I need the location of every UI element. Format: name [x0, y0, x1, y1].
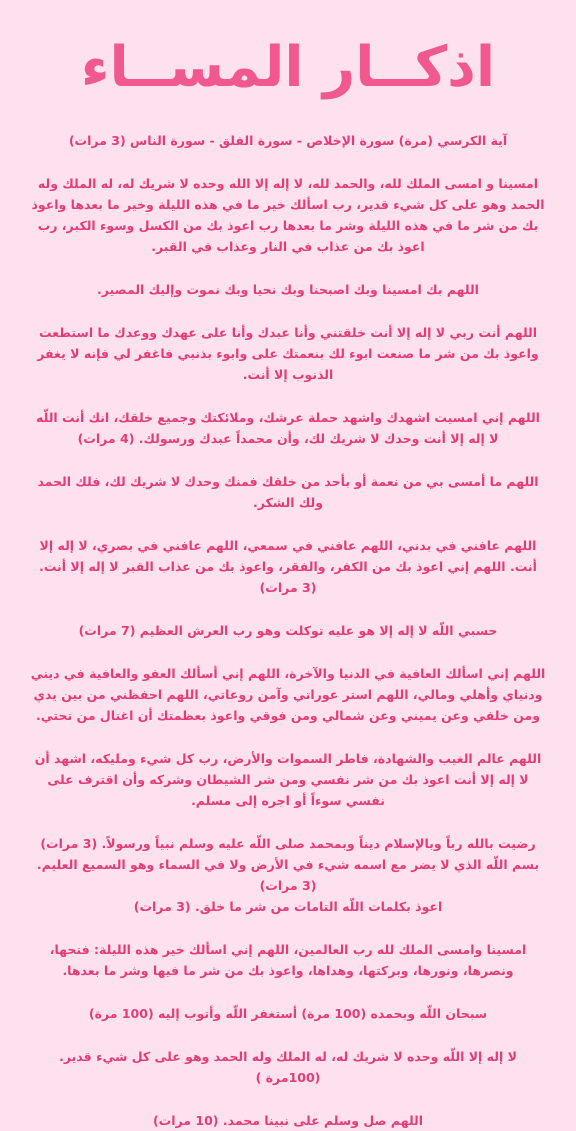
zikr-paragraph-15: اللهم صل وسلم على نبينا محمد. (10 مرات)	[152, 1113, 424, 1128]
zikr-paragraph-2: امسينا و امسى الملك لله، والحمد لله، لا إله إلا الله وحده لا شريك له، له الملك وله الحمد وهو على كل شيء قدير، رب اسألك خير ما في هذه الليلة وخير ما بعدها واعوذ بك من شر ما في هذه الليلة وشر ما بعدها رب اعوذ بك من الكسل وسوء الكبر، رب اعوذ بك من عذاب في النار وعذاب في القبر.	[31, 176, 545, 254]
zikr-paragraph-13: سبحان اللّه وبحمده (100 مرة) أستغفر اللّه وأتوب إليه (100 مرة)	[88, 1006, 488, 1021]
zikr-paragraph-1: آية الكرسي (مرة) سورة الإخلاص - سورة الفلق - سورة الناس (3 مرات)	[68, 133, 508, 148]
azkar-list	[30, 130, 546, 1131]
zikr-paragraph-10: اللهم عالم الغيب والشهادة، فاطر السموات والأرض، رب كل شيء ومليكه، اشهد أن لا إله إلا أنت اعوذ بك من شر نفسي ومن شر الشيطان وشركه وأن اقترف على نفسي سوءاً أو اجره إلى مسلم.	[34, 751, 542, 808]
zikr-paragraph-7: اللهم عافني في بدني، اللهم عافني في سمعي، اللهم عافني في بصري، لا إله إلا أنت. اللهم إني اعوذ بك من الكفر، والفقر، واعوذ بك من عذاب القبر لا إله إلا أنت. (3 مرات)	[39, 538, 537, 595]
zikr-paragraph-12: امسينا وامسى الملك لله رب العالمين، اللهم إني اسألك خير هذه الليلة: فتحها، ونصرها، ونورها، وبركتها، وهداها، واعوذ بك من شر ما فيها وشر ما بعدها.	[49, 942, 527, 978]
zikr-paragraph-4: اللهم أنت ربي لا إله إلا أنت خلقتني وأنا عبدك وأنا على عهدك ووعدك ما استطعت واعوذ بك من شر ما صنعت ابوء لك بنعمتك على وابوء بذنبي فاغفر لي فإنه لا يغفر الذنوب إلا أنت.	[37, 325, 539, 382]
page-title: اذكــار المســاء	[80, 35, 496, 100]
zikr-paragraph-9: اللهم إني اسألك العافية في الدنيا والآخرة، اللهم إني أسألك العفو والعافية في ديني ودنياي وأهلي ومالي، اللهم استر عوراتي وآمن روعاتي، اللهم احفظني من بين يدي ومن خلفي وعن يميني وعن شمالي ومن فوقي واعوذ بعظمتك أن اغتال من تحتي.	[30, 666, 546, 723]
zikr-paragraph-3: اللهم بك امسينا وبك اصبحنا وبك نحيا وبك نموت وإليك المصير.	[97, 282, 479, 297]
zikr-paragraph-8: حسبي اللّه لا إله إلا هو عليه توكلت وهو رب العرش العظيم (7 مرات)	[78, 623, 498, 638]
zikr-paragraph-14: لا إله إلا اللّه وحده لا شريك له، له الملك وله الحمد وهو على كل شيء قدير. (100مرة )	[59, 1049, 517, 1085]
zikr-paragraph-11: رضيت بالله رباً وبالإسلام ديناً وبمحمد صلى اللّه عليه وسلم نبياً ورسولاً. (3 مرات) بسم اللّه الذي لا يضر مع اسمه شيء في الأرض ولا في السماء وهو السميع العليم. (3 مرات) اعوذ بكلمات اللّه التامات من شر ما خلق. (3 مرات)	[36, 836, 540, 914]
zikr-paragraph-5: اللهم إني امسيت اشهدك واشهد حملة عرشك، وملائكتك وجميع خلقك، انك أنت اللّه لا إله إلا أنت وحدك لا شريك لك، وأن محمداً عبدك ورسولك. (4 مرات)	[36, 410, 540, 446]
zikr-paragraph-6: اللهم ما أمسى بي من نعمة أو بأحد من خلقك فمنك وحدك لا شريك لك، فلك الحمد ولك الشكر.	[37, 474, 539, 510]
